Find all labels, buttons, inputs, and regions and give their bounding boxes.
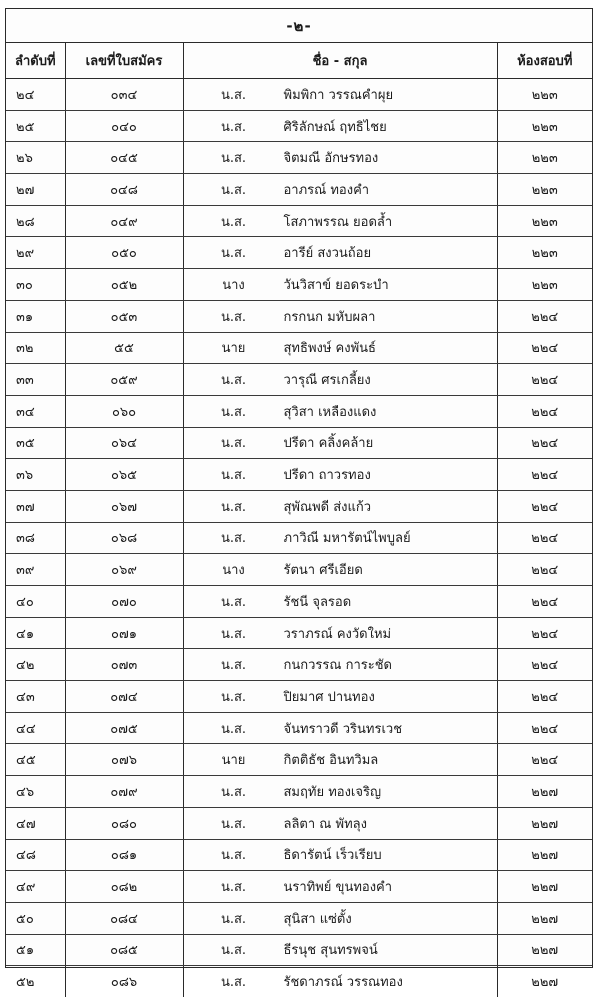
row-application-no: ๐๕๒ <box>65 269 183 301</box>
row-full-name: สุพัณพดี ส่งแก้ว <box>283 499 372 515</box>
row-application-no: ๐๖๔ <box>65 427 183 459</box>
row-name-cell <box>183 649 497 681</box>
row-room: ๒๒๓ <box>497 174 592 206</box>
row-application-no: ๐๔๘ <box>65 174 183 206</box>
row-full-name: ภาวิณี มหารัตน์ไพบูลย์ <box>283 531 411 547</box>
row-room: ๒๒๗ <box>497 839 592 871</box>
row-seq: ๔๘ <box>6 839 65 871</box>
row-title-prefix: น.ส. <box>220 658 247 674</box>
row-seq: ๕๑ <box>6 934 65 966</box>
row-full-name: สุนิสา แซ่ตั้ง <box>283 911 352 927</box>
row-name-cell <box>183 364 497 396</box>
row-title-prefix: น.ส. <box>220 246 247 262</box>
row-seq: ๒๔ <box>6 79 65 111</box>
row-seq: ๔๖ <box>6 776 65 808</box>
row-title-prefix: น.ส. <box>220 373 247 389</box>
row-name-cell <box>183 269 497 301</box>
table-row <box>6 205 592 237</box>
table-row <box>6 712 592 744</box>
row-title-prefix: น.ส. <box>220 499 247 515</box>
row-full-name: วราภรณ์ คงวัดใหม่ <box>283 626 392 642</box>
row-application-no: ๐๗๐ <box>65 586 183 618</box>
table-row <box>6 142 592 174</box>
row-seq: ๓๐ <box>6 269 65 301</box>
row-application-no: ๐๘๕ <box>65 934 183 966</box>
header-application-no: เลขที่ใบสมัคร <box>65 43 183 79</box>
row-seq: ๔๑ <box>6 617 65 649</box>
table-row <box>6 839 592 871</box>
row-room: ๒๒๓ <box>497 79 592 111</box>
row-name-cell <box>183 554 497 586</box>
table-row <box>6 681 592 713</box>
table-row <box>6 649 592 681</box>
row-seq: ๒๘ <box>6 205 65 237</box>
table-row <box>6 300 592 332</box>
row-application-no: ๕๕ <box>65 332 183 364</box>
row-application-no: ๐๕๓ <box>65 300 183 332</box>
row-title-prefix: น.ส. <box>220 151 247 167</box>
row-room: ๒๒๔ <box>497 649 592 681</box>
table-row <box>6 586 592 618</box>
candidate-table <box>6 43 592 997</box>
row-room: ๒๒๓ <box>497 142 592 174</box>
row-seq: ๓๖ <box>6 459 65 491</box>
table-row <box>6 237 592 269</box>
row-application-no: ๐๗๔ <box>65 681 183 713</box>
row-full-name: พิมพิกา วรรณคำผุย <box>283 87 394 103</box>
row-seq: ๓๙ <box>6 554 65 586</box>
row-full-name: จิตมณี อักษรทอง <box>283 151 379 167</box>
row-room: ๒๒๗ <box>497 871 592 903</box>
row-name-cell <box>183 617 497 649</box>
table-row <box>6 364 592 396</box>
row-room: ๒๒๔ <box>497 427 592 459</box>
row-title-prefix: นาง <box>222 563 245 579</box>
row-title-prefix: น.ส. <box>220 975 247 991</box>
row-name-cell <box>183 459 497 491</box>
row-seq: ๔๐ <box>6 586 65 618</box>
row-application-no: ๐๖๙ <box>65 554 183 586</box>
row-application-no: ๐๘๔ <box>65 902 183 934</box>
row-room: ๒๒๔ <box>497 681 592 713</box>
row-title-prefix: น.ส. <box>220 531 247 547</box>
table-row <box>6 490 592 522</box>
row-seq: ๓๓ <box>6 364 65 396</box>
row-seq: ๒๖ <box>6 142 65 174</box>
row-application-no: ๐๘๑ <box>65 839 183 871</box>
row-room: ๒๒๔ <box>497 332 592 364</box>
row-seq: ๔๗ <box>6 807 65 839</box>
row-seq: ๔๓ <box>6 681 65 713</box>
row-title-prefix: น.ส. <box>220 689 247 705</box>
row-full-name: นราทิพย์ ขุนทองคำ <box>283 880 393 896</box>
row-application-no: ๐๗๑ <box>65 617 183 649</box>
row-title-prefix: น.ส. <box>220 309 247 325</box>
row-title-prefix: น.ส. <box>220 626 247 642</box>
row-name-cell <box>183 522 497 554</box>
row-application-no: ๐๘๖ <box>65 966 183 997</box>
row-full-name: ธิดารัตน์ เร็วเรียบ <box>283 848 382 864</box>
row-name-cell <box>183 427 497 459</box>
row-full-name: ลลิตา ณ พัทลุง <box>283 816 367 832</box>
row-application-no: ๐๗๖ <box>65 744 183 776</box>
table-row <box>6 966 592 997</box>
row-room: ๒๒๔ <box>497 617 592 649</box>
row-title-prefix: น.ส. <box>220 816 247 832</box>
row-application-no: ๐๖๗ <box>65 490 183 522</box>
row-title-prefix: น.ส. <box>220 214 247 230</box>
row-full-name: จันทราวดี วรินทรเวช <box>283 721 403 737</box>
row-title-prefix: น.ส. <box>220 911 247 927</box>
row-name-cell <box>183 300 497 332</box>
row-application-no: ๐๕๐ <box>65 237 183 269</box>
row-name-cell <box>183 744 497 776</box>
row-room: ๒๒๓ <box>497 110 592 142</box>
row-full-name: วันวิสาข์ ยอดระบำ <box>283 277 389 293</box>
table-row <box>6 871 592 903</box>
row-name-cell <box>183 776 497 808</box>
row-name-cell <box>183 174 497 206</box>
row-seq: ๓๕ <box>6 427 65 459</box>
row-full-name: รัชดาภรณ์ วรรณทอง <box>283 975 403 991</box>
row-full-name: กรกนก มหับผลา <box>283 309 376 325</box>
row-seq: ๕๒ <box>6 966 65 997</box>
row-seq: ๒๗ <box>6 174 65 206</box>
row-title-prefix: นาง <box>222 277 245 293</box>
row-room: ๒๒๗ <box>497 776 592 808</box>
row-full-name: อาภรณ์ ทองคำ <box>283 182 370 198</box>
table-row <box>6 110 592 142</box>
row-title-prefix: น.ส. <box>220 119 247 135</box>
row-seq: ๓๑ <box>6 300 65 332</box>
row-seq: ๔๙ <box>6 871 65 903</box>
row-name-cell <box>183 681 497 713</box>
table-row <box>6 79 592 111</box>
header-room: ห้องสอบที่ <box>497 43 592 79</box>
row-room: ๒๒๗ <box>497 807 592 839</box>
row-room: ๒๒๔ <box>497 490 592 522</box>
row-full-name: ศิริลักษณ์ ฤทธิไชย <box>283 119 387 135</box>
row-room: ๒๒๔ <box>497 364 592 396</box>
row-name-cell <box>183 332 497 364</box>
table-row <box>6 934 592 966</box>
row-seq: ๒๕ <box>6 110 65 142</box>
row-room: ๒๒๔ <box>497 712 592 744</box>
row-full-name: โสภาพรรณ ยอดล้ำ <box>283 214 393 230</box>
document-sheet <box>5 8 593 991</box>
row-full-name: รัตนา ศรีเอียด <box>283 563 363 579</box>
row-full-name: วารุณี ศรเกลี้ยง <box>283 373 371 389</box>
row-full-name: ปิยมาศ ปานทอง <box>283 689 375 705</box>
header-row <box>6 43 592 79</box>
page-number: -๒- <box>6 9 592 43</box>
row-name-cell <box>183 79 497 111</box>
row-name-cell <box>183 871 497 903</box>
row-name-cell <box>183 395 497 427</box>
row-name-cell <box>183 934 497 966</box>
row-name-cell <box>183 902 497 934</box>
row-application-no: ๐๓๔ <box>65 79 183 111</box>
row-seq: ๓๗ <box>6 490 65 522</box>
row-title-prefix: น.ส. <box>220 182 247 198</box>
row-full-name: ปรีดา คลิ้งคล้าย <box>283 436 374 452</box>
row-name-cell <box>183 807 497 839</box>
row-title-prefix: น.ส. <box>220 721 247 737</box>
row-full-name: ธีรนุช สุนทรพจน์ <box>283 943 378 959</box>
table-row <box>6 174 592 206</box>
row-seq: ๔๕ <box>6 744 65 776</box>
row-name-cell <box>183 712 497 744</box>
row-room: ๒๒๗ <box>531 975 559 991</box>
row-title-prefix: น.ส. <box>220 404 247 420</box>
row-application-no: ๐๘๒ <box>65 871 183 903</box>
row-seq: ๒๙ <box>6 237 65 269</box>
row-title-prefix: น.ส. <box>220 848 247 864</box>
table-row <box>6 744 592 776</box>
table-row <box>6 807 592 839</box>
row-room: ๒๒๔ <box>497 586 592 618</box>
row-name-cell <box>183 142 497 174</box>
row-room: ๒๒๔ <box>497 554 592 586</box>
row-name-cell <box>183 205 497 237</box>
row-seq: ๓๒ <box>6 332 65 364</box>
row-application-no: ๐๕๙ <box>65 364 183 396</box>
row-seq: ๓๔ <box>6 395 65 427</box>
header-name: ชื่อ - สกุล <box>183 43 497 79</box>
row-full-name: รัชนี จุลรอด <box>283 594 352 610</box>
row-full-name: สุวิสา เหลืองแดง <box>283 404 377 420</box>
row-name-cell <box>183 490 497 522</box>
row-full-name: ปรีดา ถาวรทอง <box>283 468 371 484</box>
table-row <box>6 522 592 554</box>
row-seq: ๔๔ <box>6 712 65 744</box>
row-title-prefix: น.ส. <box>220 943 247 959</box>
row-application-no: ๐๗๙ <box>65 776 183 808</box>
table-row <box>6 427 592 459</box>
row-full-name: กิตติธัช อินทวิมล <box>283 753 379 769</box>
row-name-cell <box>183 237 497 269</box>
row-application-no: ๐๗๕ <box>65 712 183 744</box>
row-title-prefix: น.ส. <box>220 784 247 800</box>
row-title-prefix: น.ส. <box>220 594 247 610</box>
row-room: ๒๒๔ <box>497 300 592 332</box>
row-application-no: ๐๘๐ <box>65 807 183 839</box>
table-row <box>6 617 592 649</box>
row-room: ๒๒๔ <box>497 459 592 491</box>
row-name-cell <box>183 966 497 997</box>
row-full-name: กนกวรรณ การะชัด <box>283 658 392 674</box>
row-full-name: สุทธิพงษ์ คงพันธ์ <box>283 341 376 357</box>
row-title-prefix: น.ส. <box>220 880 247 896</box>
row-room: ๒๒๔ <box>497 522 592 554</box>
row-room: ๒๒๗ <box>497 934 592 966</box>
table-row <box>6 902 592 934</box>
row-title-prefix: นาย <box>221 341 246 357</box>
table-row <box>6 459 592 491</box>
row-application-no: ๐๔๙ <box>65 205 183 237</box>
row-full-name: อารีย์ สงวนถ้อย <box>283 246 372 262</box>
header-seq: ลำดับที่ <box>6 43 65 79</box>
row-seq: ๕๐ <box>6 902 65 934</box>
table-row <box>6 332 592 364</box>
row-room: ๒๒๓ <box>497 205 592 237</box>
row-title-prefix: นาย <box>221 753 246 769</box>
row-name-cell <box>183 839 497 871</box>
row-seq: ๔๒ <box>6 649 65 681</box>
row-application-no: ๐๔๕ <box>65 142 183 174</box>
row-full-name: สมฤทัย ทองเจริญ <box>283 784 382 800</box>
row-title-prefix: น.ส. <box>220 436 247 452</box>
row-name-cell <box>183 110 497 142</box>
row-title-prefix: น.ส. <box>220 468 247 484</box>
row-room: ๒๒๗ <box>497 902 592 934</box>
row-name-cell <box>183 586 497 618</box>
table-row <box>6 395 592 427</box>
row-application-no: ๐๗๓ <box>65 649 183 681</box>
table-row <box>6 554 592 586</box>
row-room: ๒๒๓ <box>497 237 592 269</box>
row-room: ๒๒๔ <box>497 744 592 776</box>
table-row <box>6 269 592 301</box>
row-application-no: ๐๔๐ <box>65 110 183 142</box>
row-title-prefix: น.ส. <box>220 87 247 103</box>
row-room: ๒๒๔ <box>497 395 592 427</box>
row-room: ๒๒๓ <box>497 269 592 301</box>
row-seq: ๓๘ <box>6 522 65 554</box>
row-application-no: ๐๖๐ <box>65 395 183 427</box>
row-application-no: ๐๖๕ <box>65 459 183 491</box>
row-application-no: ๐๖๘ <box>65 522 183 554</box>
table-row <box>6 776 592 808</box>
